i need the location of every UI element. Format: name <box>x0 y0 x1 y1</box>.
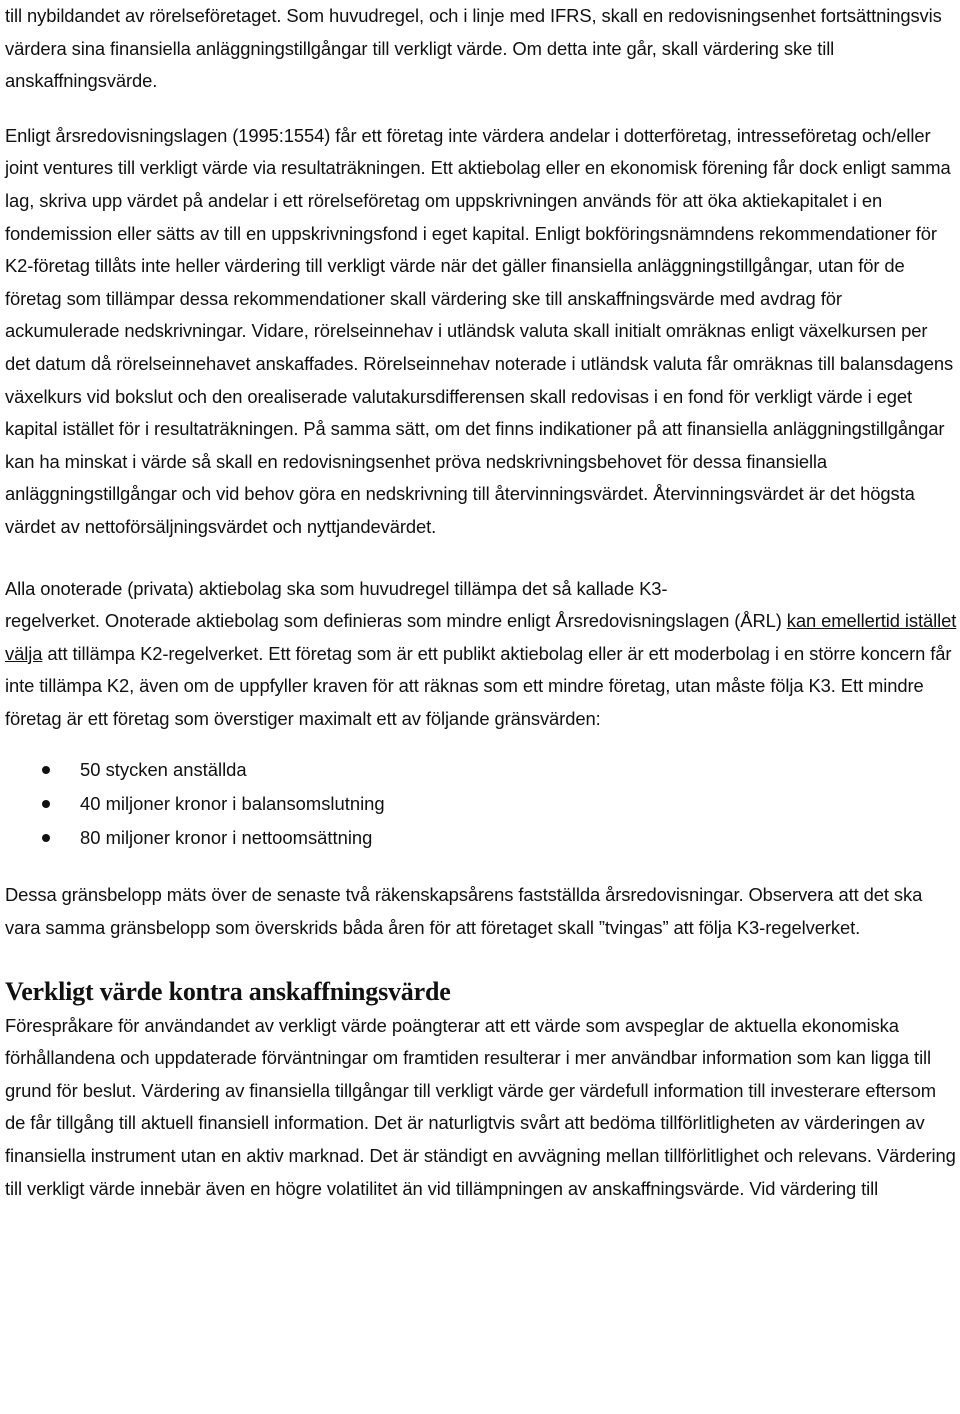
paragraph-k3-rules <box>5 573 957 736</box>
list-item: 40 miljoner kronor i balansomslutning <box>5 787 957 821</box>
bullet-icon <box>42 800 50 808</box>
spacer <box>5 855 957 879</box>
spacer <box>5 945 957 974</box>
paragraph-continuation: till nybildandet av rörelseföretaget. Som huvudregel, och i linje med IFRS, skall en redovisningsenhet fortsättningsvis värdera sina finansiella anläggningstillgångar till verkligt värde. Om detta inte går, skall värdering ske till anskaffningsvärde. <box>5 5 942 92</box>
list-item: 80 miljoner kronor i nettoomsättning <box>5 821 957 855</box>
underlined-phrase: kan emellertid istället välja <box>5 610 957 664</box>
section-heading: Verkligt värde kontra anskaffningsvärde <box>5 976 451 1006</box>
spacer <box>5 98 957 120</box>
spacer <box>5 544 957 573</box>
list-item: 50 stycken anställda <box>5 753 957 787</box>
paragraph-thresholds-note: Dessa gränsbelopp mäts över de senaste två räkenskapsårens fastställda årsredovisningar. Observera att det ska vara samma gränsbelopp som överskrids båda åren för att företaget skall ”tvingas” att följa K3-regelverket. <box>5 884 923 939</box>
document-page <box>5 0 957 1205</box>
paragraph-fair-value: Förespråkare för användandet av verkligt värde poängterar att ett värde som avspeglar de aktuella ekonomiska förhållandena och uppdaterade förväntningar om framtiden resulterar i mer användbar information som kan ligga till grund för beslut. Värdering av finansiella tillgångar till verkligt värde ger värdefull information till investerare eftersom de får tillgång till aktuell finansiell information. Det är naturligtvis svårt att bedöma tillförlitligheten av värderingen av finansiella instrument utan en aktiv marknad. Det är ständigt en avvägning mellan tillförlitlighet och relevans. Värdering till verkligt värde innebär även en högre volatilitet än vid tillämpningen av anskaffningsvärde. Vid värdering till <box>5 1014 956 1199</box>
k3-text-before: regelverket. Onoterade aktiebolag som definieras som mindre enligt Årsredovisningslagen (ÅRL) <box>5 610 787 632</box>
k3-line-1: Alla onoterade (privata) aktiebolag ska som huvudregel tillämpa det så kallade K3- <box>5 577 668 599</box>
threshold-list <box>5 753 957 855</box>
spacer <box>5 735 957 753</box>
bullet-icon <box>42 834 50 842</box>
k3-text-after: att tillämpa K2-regelverket. Ett företag som är ett publikt aktiebolag eller är ett moderbolag i en större koncern får inte tillämpa K2, även om de uppfyller kraven för att räknas som ett mindre företag, utan måste följa K3. Ett mindre företag är ett företag som överstiger maximalt ett av följande gränsvärden: <box>5 642 952 729</box>
bullet-icon <box>42 766 50 774</box>
paragraph-valuation-rules: Enligt årsredovisningslagen (1995:1554) får ett företag inte värdera andelar i dotterföretag, intresseföretag och/eller joint ventures till verkligt värde via resultaträkningen. Ett aktiebolag eller en ekonomisk förening får dock enligt samma lag, skriva upp värdet på andelar i ett rörelseföretag om uppskrivningen används för att öka aktiekapitalet i en fondemission eller sätts av till en uppskrivningsfond i eget kapital. Enligt bokföringsnämndens rekommendationer för K2-företag tillåts inte heller värdering till verkligt värde när det gäller finansiella anläggningstillgångar, utan för de företag som tillämpar dessa rekommendationer skall värdering ske till anskaffningsvärde med avdrag för ackumulerade nedskrivningar. Vidare, rörelseinnehav i utländsk valuta skall initialt omräknas enligt växelkursen per det datum då rörelseinnehavet anskaffades. Rörelseinnehav noterade i utländsk valuta får omräknas till balansdagens växelkurs vid bokslut och den orealiserade valutakursdifferensen skall redovisas i en fond för verkligt värde i eget kapital istället för i resultaträkningen. På samma sätt, om det finns indikationer på att finansiella anläggningstillgångar kan ha minskat i värde så skall en redovisningsenhet pröva nedskrivningsbehovet för dessa finansiella anläggningstillgångar och vid behov göra en nedskrivning till återvinningsvärdet. Återvinningsvärdet är det högsta värdet av nettoförsäljningsvärdet och nyttjandevärdet. <box>5 124 954 537</box>
